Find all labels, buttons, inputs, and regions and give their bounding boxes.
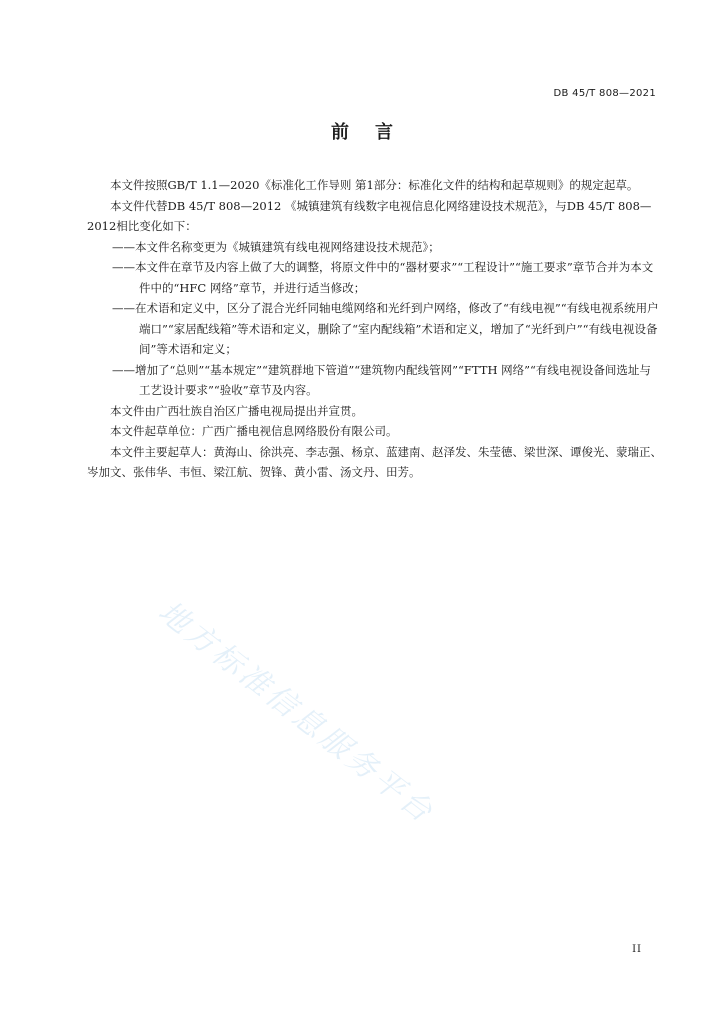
change-item-1: ——本文件名称变更为《城镇建筑有线电视网络建设技术规范》； [112, 239, 440, 254]
paragraph-drafters: 本文件主要起草人：黄海山、徐洪亮、李志强、杨京、蓝建南、赵泽发、朱莹德、梁世深、谭俊光、蒙瑞正、岑加文、张伟华、韦恒、梁江航、贺锋、黄小雷、汤文丹、田芳。 [87, 444, 662, 479]
paragraph-drafting-rules: 本文件按照GB/T 1.1—2020《标准化工作导则 第1部分：标准化文件的结构和起草规则》的规定起草。 [110, 178, 639, 192]
foreword-body [87, 175, 662, 483]
page-title: 前言 [331, 122, 419, 143]
paragraph-proposer: 本文件由广西壮族自治区广播电视局提出并宣贯。 [110, 403, 363, 418]
change-item-2: ——本文件在章节及内容上做了大的调整，将原文件中的“器材要求”“工程设计”“施工要求”章节合并为本文件中的“HFC 网络”章节，并进行适当修改； [112, 260, 654, 295]
change-item-4: ——增加了“总则”“基本规定”“建筑群地下管道”“建筑物内配线管网”“FTTH 网络”“有线电视设备间选址与工艺设计要求”“验收”章节及内容。 [112, 362, 651, 397]
page-number: II [632, 944, 642, 955]
paragraph-replacement: 本文件代替DB 45/T 808—2012 《城镇建筑有线数字电视信息化网络建设技术规范》，与DB 45/T 808—2012相比变化如下： [87, 198, 652, 233]
paragraph-drafting-unit: 本文件起草单位：广西广播电视信息网络股份有限公司。 [110, 424, 398, 438]
standard-number: DB 45/T 808—2021 [553, 88, 656, 99]
change-item-3: ——在术语和定义中，区分了混合光纤同轴电缆网络和光纤到户网络，修改了“有线电视”“有线电视系统用户端口”“家居配线箱”等术语和定义，删除了“室内配线箱”术语和定义，增加了“光纤到户”“有线电视设备间”等术语和定义； [112, 301, 659, 356]
watermark: 地方标准信息服务平台 [151, 594, 441, 832]
